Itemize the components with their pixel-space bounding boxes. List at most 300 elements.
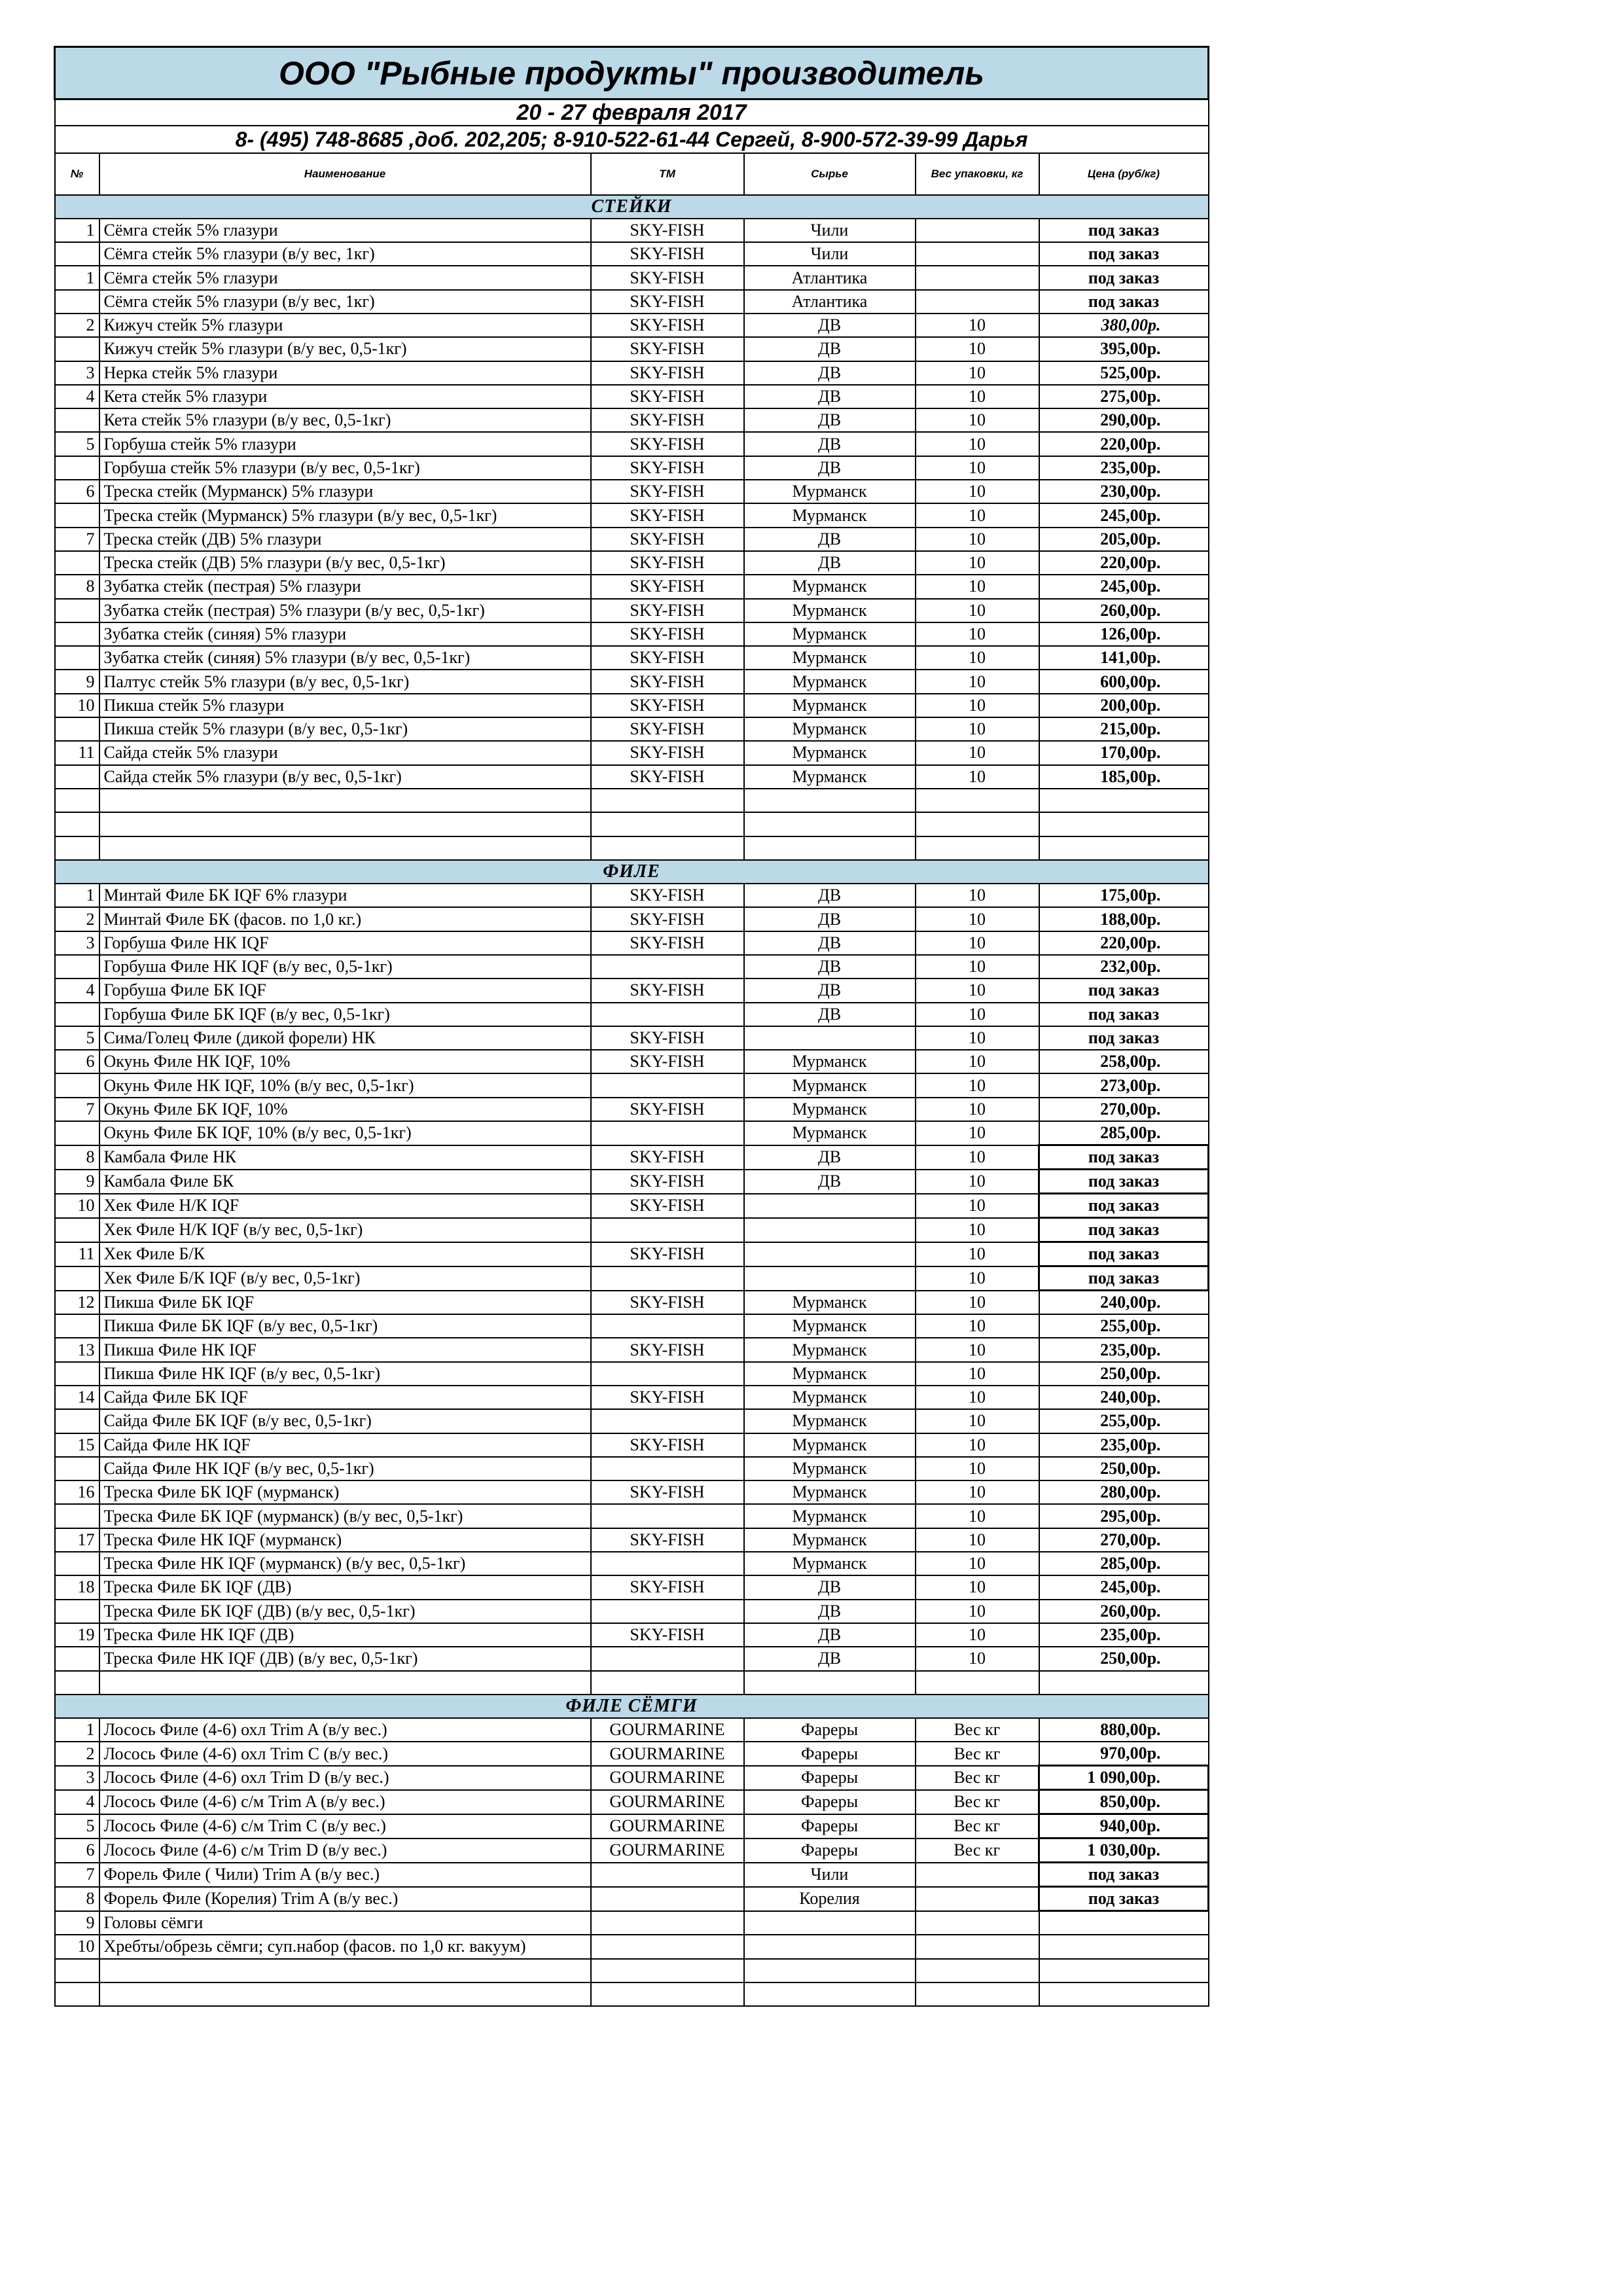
table-row [55,1671,1209,1695]
item-name: Сёмга стейк 5% глазури [99,219,591,242]
item-price: 1 090,00р. [1039,1766,1209,1790]
item-number [55,242,99,266]
table-row [55,575,1209,598]
item-name: Окунь Филе НК IQF, 10% (в/у вес, 0,5-1кг) [99,1073,591,1097]
table-row [55,978,1209,1002]
item-price: 395,00р. [1039,337,1209,361]
item-raw-material: ДВ [744,1003,916,1026]
item-trademark [591,955,744,978]
table-row [55,884,1209,907]
item-price: под заказ [1039,1170,1209,1194]
item-trademark: SKY-FISH [591,670,744,693]
table-row [55,789,1209,812]
item-price: 940,00р. [1039,1814,1209,1839]
item-number: 1 [55,884,99,907]
item-raw-material: ДВ [744,361,916,385]
item-pack-weight: 10 [916,622,1039,646]
item-pack-weight [916,812,1039,836]
item-raw-material [744,1935,916,1958]
item-trademark [591,1959,744,1982]
item-number [55,955,99,978]
item-name: Форель Филе (Корелия) Trim A (в/у вес.) [99,1887,591,1911]
item-price: 235,00р. [1039,1623,1209,1647]
item-number: 12 [55,1291,99,1315]
section-header [55,195,1209,219]
item-trademark [591,1600,744,1623]
item-number [55,1362,99,1386]
item-number [55,1266,99,1291]
item-price: 380,00р. [1039,314,1209,337]
table-row [55,1242,1209,1266]
item-trademark [591,812,744,836]
table-row [55,1575,1209,1599]
item-raw-material: Мурманск [744,1073,916,1097]
item-raw-material: ДВ [744,408,916,432]
item-raw-material: Мурманск [744,503,916,527]
item-name: Сима/Голец Филе (дикой форели) НК [99,1026,591,1050]
table-row [55,1291,1209,1315]
table-row [55,480,1209,503]
item-trademark: SKY-FISH [591,1098,744,1121]
item-price: под заказ [1039,242,1209,266]
item-price: 235,00р. [1039,1433,1209,1457]
item-raw-material [744,1218,916,1242]
item-pack-weight: 10 [916,931,1039,955]
item-name: Хек Филе Б/К IQF (в/у вес, 0,5-1кг) [99,1266,591,1291]
item-pack-weight: 10 [916,1433,1039,1457]
item-number: 6 [55,1050,99,1073]
item-price: 245,00р. [1039,575,1209,598]
item-raw-material [744,1266,916,1291]
table-row [55,290,1209,314]
table-row [55,1480,1209,1504]
item-number: 9 [55,670,99,693]
item-name: Сайда стейк 5% глазури [99,741,591,764]
item-pack-weight: 10 [916,670,1039,693]
item-trademark: SKY-FISH [591,1194,744,1218]
item-trademark [591,1863,744,1887]
item-price [1039,1935,1209,1958]
item-trademark: SKY-FISH [591,480,744,503]
item-number: 1 [55,266,99,289]
item-number: 18 [55,1575,99,1599]
item-price: под заказ [1039,1026,1209,1050]
item-raw-material: ДВ [744,907,916,931]
table-row [55,1552,1209,1575]
item-pack-weight: 10 [916,1266,1039,1291]
item-trademark: SKY-FISH [591,361,744,385]
item-pack-weight [916,1887,1039,1911]
item-number: 5 [55,1814,99,1839]
item-pack-weight: Вес кг [916,1718,1039,1742]
item-name: Окунь Филе БК IQF, 10% [99,1098,591,1121]
item-trademark: SKY-FISH [591,1575,744,1599]
item-name: Хек Филе Н/К IQF (в/у вес, 0,5-1кг) [99,1218,591,1242]
item-raw-material: ДВ [744,551,916,575]
item-pack-weight: 10 [916,765,1039,789]
item-number: 17 [55,1528,99,1552]
item-name: Сайда стейк 5% глазури (в/у вес, 0,5-1кг) [99,765,591,789]
item-raw-material: ДВ [744,1623,916,1647]
item-raw-material: Мурманск [744,1433,916,1457]
item-trademark: SKY-FISH [591,551,744,575]
item-number: 11 [55,1242,99,1266]
item-name [99,1982,591,2006]
table-row [55,1194,1209,1218]
item-raw-material: ДВ [744,385,916,408]
item-price: под заказ [1039,1863,1209,1887]
table-row [55,1790,1209,1814]
item-name: Лосось Филе (4-6) с/м Trim A (в/у вес.) [99,1790,591,1814]
item-name: Зубатка стейк (синяя) 5% глазури (в/у вес, 0,5-1кг) [99,646,591,670]
item-price: 240,00р. [1039,1386,1209,1409]
item-raw-material: ДВ [744,456,916,480]
item-trademark: SKY-FISH [591,717,744,741]
table-row [55,1121,1209,1145]
item-raw-material: ДВ [744,884,916,907]
item-price: 245,00р. [1039,503,1209,527]
table-row [55,408,1209,432]
item-name: Треска Филе БК IQF (мурманск) (в/у вес, 0,5-1кг) [99,1504,591,1528]
item-name: Треска Филе НК IQF (ДВ) (в/у вес, 0,5-1кг) [99,1647,591,1670]
item-price: 260,00р. [1039,1600,1209,1623]
item-name: Горбуша стейк 5% глазури (в/у вес, 0,5-1кг) [99,456,591,480]
item-pack-weight: 10 [916,1026,1039,1050]
item-raw-material: Мурманск [744,599,916,622]
item-raw-material [744,789,916,812]
company-title: ООО "Рыбные продукты" производитель [55,47,1209,99]
item-trademark: SKY-FISH [591,978,744,1002]
item-price: под заказ [1039,978,1209,1002]
item-price: 1 030,00р. [1039,1839,1209,1863]
item-raw-material: ДВ [744,1600,916,1623]
item-name: Камбала Филе БК [99,1170,591,1194]
section-title: ФИЛЕ СЁМГИ [55,1695,1209,1718]
item-name: Треска Филе БК IQF (ДВ) [99,1575,591,1599]
item-price: 240,00р. [1039,1291,1209,1315]
item-trademark: SKY-FISH [591,575,744,598]
item-name: Пикша Филе НК IQF (в/у вес, 0,5-1кг) [99,1362,591,1386]
item-number [55,1003,99,1026]
item-pack-weight: 10 [916,385,1039,408]
table-row [55,622,1209,646]
item-pack-weight: Вес кг [916,1790,1039,1814]
item-number: 16 [55,1480,99,1504]
item-price: 255,00р. [1039,1314,1209,1338]
item-name: Лосось Филе (4-6) с/м Trim D (в/у вес.) [99,1839,591,1863]
table-row [55,1814,1209,1839]
table-row [55,1050,1209,1073]
item-name: Треска Филе БК IQF (ДВ) (в/у вес, 0,5-1кг) [99,1600,591,1623]
item-pack-weight: 10 [916,503,1039,527]
item-number: 6 [55,1839,99,1863]
item-trademark [591,1552,744,1575]
item-trademark [591,1121,744,1145]
item-name: Горбуша Филе НК IQF [99,931,591,955]
item-raw-material: Фареры [744,1766,916,1790]
item-raw-material [744,1194,916,1218]
item-number [55,1600,99,1623]
column-header-raw-material: Сырье [744,153,916,195]
item-raw-material: ДВ [744,955,916,978]
item-trademark: SKY-FISH [591,503,744,527]
item-price [1039,836,1209,860]
item-trademark: GOURMARINE [591,1742,744,1766]
item-pack-weight: 10 [916,1098,1039,1121]
item-raw-material: Мурманск [744,741,916,764]
item-number [55,1671,99,1695]
item-raw-material [744,1982,916,2006]
item-raw-material: Мурманск [744,1098,916,1121]
item-price: под заказ [1039,1266,1209,1291]
item-trademark [591,1887,744,1911]
item-price: 175,00р. [1039,884,1209,907]
item-price: 220,00р. [1039,432,1209,456]
item-pack-weight: 10 [916,1575,1039,1599]
item-number [55,1073,99,1097]
item-trademark: SKY-FISH [591,1480,744,1504]
item-trademark [591,1218,744,1242]
item-raw-material [744,1242,916,1266]
item-price: 525,00р. [1039,361,1209,385]
table-row [55,1433,1209,1457]
item-price: 260,00р. [1039,599,1209,622]
item-trademark: SKY-FISH [591,1291,744,1315]
item-number: 2 [55,314,99,337]
item-pack-weight: 10 [916,1145,1039,1170]
table-row [55,1600,1209,1623]
item-name: Нерка стейк 5% глазури [99,361,591,385]
item-name [99,812,591,836]
item-name [99,836,591,860]
item-raw-material: ДВ [744,432,916,456]
item-trademark [591,836,744,860]
table-row [55,1362,1209,1386]
date-range: 20 - 27 февраля 2017 [55,99,1209,126]
item-name: Минтай Филе БК IQF 6% глазури [99,884,591,907]
item-number [55,1959,99,1982]
item-raw-material: ДВ [744,931,916,955]
item-pack-weight: 10 [916,1050,1039,1073]
item-name: Горбуша Филе НК IQF (в/у вес, 0,5-1кг) [99,955,591,978]
item-number: 5 [55,1026,99,1050]
item-price [1039,1959,1209,1982]
item-pack-weight: 10 [916,432,1039,456]
item-raw-material: Мурманск [744,1314,916,1338]
item-name [99,1959,591,1982]
item-number [55,337,99,361]
table-row [55,1026,1209,1050]
item-raw-material: Мурманск [744,1480,916,1504]
item-trademark: SKY-FISH [591,314,744,337]
item-raw-material [744,1671,916,1695]
item-name: Лосось Филе (4-6) охл Trim D (в/у вес.) [99,1766,591,1790]
item-number: 1 [55,1718,99,1742]
item-trademark: SKY-FISH [591,1242,744,1266]
item-raw-material: Мурманск [744,480,916,503]
item-pack-weight: 10 [916,599,1039,622]
item-name: Пикша Филе НК IQF [99,1338,591,1361]
item-pack-weight: 10 [916,1362,1039,1386]
item-number [55,789,99,812]
item-name: Сайда Филе НК IQF [99,1433,591,1457]
item-raw-material [744,812,916,836]
item-raw-material: Мурманск [744,717,916,741]
table-row [55,931,1209,955]
item-pack-weight: 10 [916,314,1039,337]
item-price: 285,00р. [1039,1121,1209,1145]
table-row [55,1623,1209,1647]
item-pack-weight [916,1863,1039,1887]
item-pack-weight: 10 [916,1242,1039,1266]
item-number: 15 [55,1433,99,1457]
item-number [55,717,99,741]
item-name [99,1671,591,1695]
item-trademark: SKY-FISH [591,884,744,907]
table-row [55,337,1209,361]
item-trademark [591,1457,744,1480]
item-name: Лосось Филе (4-6) охл Trim C (в/у вес.) [99,1742,591,1766]
item-name: Горбуша стейк 5% глазури [99,432,591,456]
item-name: Хек Филе Н/К IQF [99,1194,591,1218]
item-name: Пикша Филе БК IQF [99,1291,591,1315]
item-pack-weight: 10 [916,1003,1039,1026]
item-raw-material: ДВ [744,528,916,551]
item-raw-material: Мурманск [744,1362,916,1386]
item-name: Горбуша Филе БК IQF [99,978,591,1002]
table-row [55,599,1209,622]
item-price: 215,00р. [1039,717,1209,741]
item-pack-weight [916,1671,1039,1695]
item-raw-material: ДВ [744,1170,916,1194]
item-trademark: SKY-FISH [591,266,744,289]
item-price: 250,00р. [1039,1362,1209,1386]
item-number [55,1552,99,1575]
column-header-row [55,153,1209,195]
item-price: 205,00р. [1039,528,1209,551]
item-price [1039,1671,1209,1695]
item-raw-material: Мурманск [744,1386,916,1409]
item-price: 250,00р. [1039,1647,1209,1670]
item-trademark: SKY-FISH [591,408,744,432]
item-number [55,1504,99,1528]
item-number [55,599,99,622]
table-row [55,812,1209,836]
item-pack-weight: 10 [916,1647,1039,1670]
table-row [55,646,1209,670]
table-row [55,1863,1209,1887]
item-pack-weight: 10 [916,1480,1039,1504]
item-raw-material [744,1026,916,1050]
table-row [55,314,1209,337]
item-pack-weight: 10 [916,884,1039,907]
item-number: 14 [55,1386,99,1409]
item-pack-weight: 10 [916,361,1039,385]
table-row [55,1718,1209,1742]
item-pack-weight: Вес кг [916,1766,1039,1790]
item-pack-weight [916,242,1039,266]
item-price: 245,00р. [1039,1575,1209,1599]
item-trademark [591,1982,744,2006]
item-pack-weight: 10 [916,646,1039,670]
table-row [55,1504,1209,1528]
column-header-price: Цена (руб/кг) [1039,153,1209,195]
item-number [55,1121,99,1145]
item-raw-material: Атлантика [744,290,916,314]
table-row [55,1935,1209,1958]
item-price: 235,00р. [1039,456,1209,480]
item-number: 8 [55,1145,99,1170]
item-trademark: GOURMARINE [591,1766,744,1790]
item-trademark: GOURMARINE [591,1718,744,1742]
item-trademark [591,1647,744,1670]
item-price: под заказ [1039,1194,1209,1218]
item-trademark: SKY-FISH [591,1050,744,1073]
item-pack-weight: 10 [916,1291,1039,1315]
item-raw-material: Мурманск [744,1528,916,1552]
item-raw-material: Мурманск [744,646,916,670]
item-trademark: SKY-FISH [591,337,744,361]
item-number [55,812,99,836]
table-row [55,907,1209,931]
item-number: 19 [55,1623,99,1647]
item-number [55,1457,99,1480]
item-trademark [591,1935,744,1958]
item-raw-material: Атлантика [744,266,916,289]
item-number: 3 [55,1766,99,1790]
column-header-number: № [55,153,99,195]
item-pack-weight: 10 [916,741,1039,764]
item-number: 4 [55,1790,99,1814]
item-raw-material: ДВ [744,978,916,1002]
item-raw-material [744,1911,916,1935]
column-header-name: Наименование [99,153,591,195]
item-name: Зубатка стейк (пестрая) 5% глазури (в/у вес, 0,5-1кг) [99,599,591,622]
item-name: Треска стейк (ДВ) 5% глазури [99,528,591,551]
item-raw-material: Мурманск [744,575,916,598]
item-pack-weight: 10 [916,1504,1039,1528]
item-name: Треска стейк (Мурманск) 5% глазури (в/у вес, 0,5-1кг) [99,503,591,527]
item-price: под заказ [1039,266,1209,289]
item-trademark: SKY-FISH [591,1145,744,1170]
item-trademark [591,1314,744,1338]
item-pack-weight: 10 [916,1386,1039,1409]
item-number [55,1218,99,1242]
item-pack-weight [916,219,1039,242]
item-pack-weight: 10 [916,1073,1039,1097]
item-name: Кета стейк 5% глазури [99,385,591,408]
item-trademark: SKY-FISH [591,1338,744,1361]
item-name: Треска Филе НК IQF (мурманск) (в/у вес, 0,5-1кг) [99,1552,591,1575]
table-row [55,432,1209,456]
item-raw-material: Мурманск [744,1338,916,1361]
item-trademark: SKY-FISH [591,765,744,789]
item-name: Минтай Филе БК (фасов. по 1,0 кг.) [99,907,591,931]
item-name: Головы сёмги [99,1911,591,1935]
table-row [55,1457,1209,1480]
item-raw-material: Фареры [744,1742,916,1766]
item-pack-weight: 10 [916,907,1039,931]
table-row [55,456,1209,480]
item-price: 880,00р. [1039,1718,1209,1742]
table-row [55,1911,1209,1935]
item-pack-weight: 10 [916,1170,1039,1194]
section-header [55,860,1209,884]
item-number [55,1409,99,1433]
item-trademark [591,1911,744,1935]
item-trademark: SKY-FISH [591,1623,744,1647]
item-pack-weight: 10 [916,978,1039,1002]
